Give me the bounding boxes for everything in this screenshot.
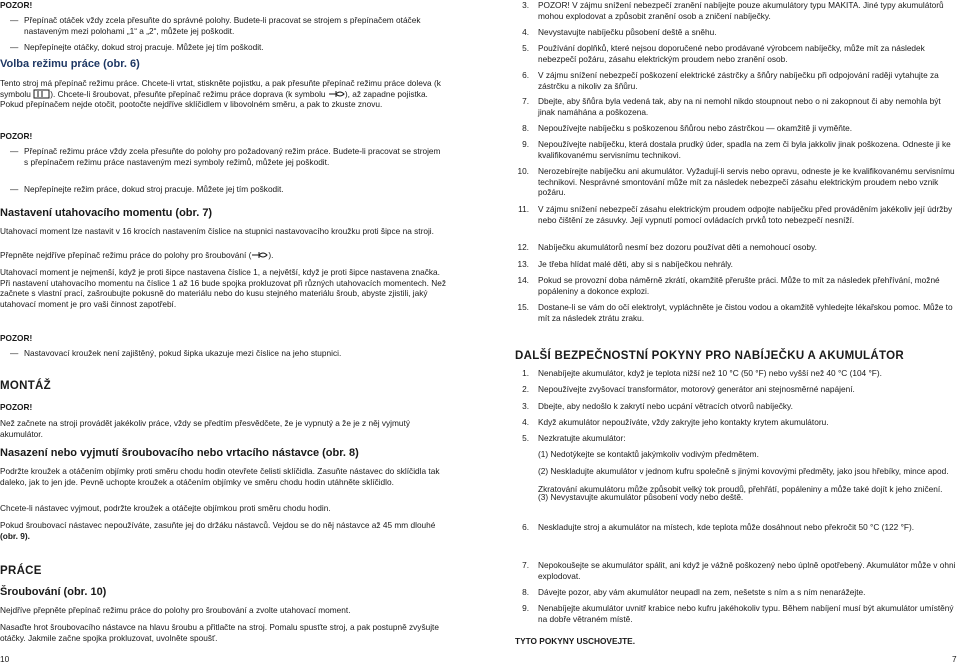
list-number: 4. (522, 27, 529, 37)
screw-mode-icon (251, 250, 268, 260)
section-heading-nasazeni: Nasazení nebo vyjmutí šroubovacího nebo vrtacího nástavce (obr. 8) (0, 447, 359, 459)
list-text: Je třeba hlídat malé děti, aby si s nabíječkou nehrály. (538, 259, 733, 269)
warning-text: Nepřepínejte režim práce, dokud stroj pracuje. Můžete jej tím poškodit. (24, 184, 284, 194)
warning-text: Přepínač režimu práce vždy zcela přesuňte do polohy pro požadovaný režim práce. Budete-li pracovat se strojem s přepínačem režimu práce nastaveným mezi symboly režimů, můžete jej poškodit. (24, 146, 441, 167)
paragraph: Chcete-li nástavec vyjmout, podržte kroužek a otáčejte objímkou proti směru chodu hodin. (0, 503, 331, 513)
dash-bullet: — (10, 15, 19, 25)
paragraph-volba (0, 78, 450, 110)
screw-mode-icon (328, 89, 345, 99)
list-number: 9. (522, 139, 529, 149)
warning-label: POZOR! (0, 131, 33, 141)
list-number: 2. (522, 384, 529, 394)
section-heading-moment: Nastavení utahovacího momentu (obr. 7) (0, 207, 213, 219)
text-span: Tento stroj má přepínač režimu práce. Chcete-li vrtat, stiskněte pojistku, a pak přesuňte přepínač režimu práce doleva (k symbolu (0, 78, 441, 99)
text-span: Přepněte nejdříve přepínač režimu práce do polohy pro šroubování ( (0, 250, 252, 260)
page-number-right: 7 (952, 654, 957, 664)
text-span: ), až zapadne pojistka. Pokud přepínačem nejde otočit, pootočte nejdříve sklíčidlem v libovolném směru, a pak to zkuste znovu. (0, 88, 428, 110)
list-text: POZOR! V zájmu snížení nebezpečí zranění nabíjejte pouze akumulátory typu MAKITA. Jiné typy akumulátorů mohou explodovat a způsobit zranění osob a zničení nabíječky. (538, 0, 944, 21)
list-number: 6. (522, 522, 529, 532)
warning-label: POZOR! (0, 0, 33, 10)
sub-list-item: (1) Nedotýkejte se kontaktů jakýmkoliv vodivým předmětem. (538, 449, 759, 459)
list-text: Nezkratujte akumulátor: (538, 433, 626, 443)
list-number: 4. (522, 417, 529, 427)
list-number: 3. (522, 401, 529, 411)
list-number: 10. (517, 166, 529, 176)
dash-bullet: — (10, 184, 19, 194)
paragraph: Utahovací moment lze nastavit v 16 krocích nastavením číslice na stupnici nastavovacího kroužku proti šipce na stroji. (0, 226, 434, 236)
list-text: Nevystavujte nabíječku působení deště a sněhu. (538, 27, 717, 37)
paragraph: Podržte kroužek a otáčením objímky proti směru chodu hodin otevřete čelisti sklíčidla. Zasuňte nástavec do sklíčidla tak daleko, jak to jen jde. Pevně uchopte kroužek a otáčením objímky ve směru chodu hodin utáhněte sklíčidlo. (0, 466, 440, 487)
list-number: 5. (522, 43, 529, 53)
paragraph (0, 250, 450, 261)
list-number: 15. (517, 302, 529, 312)
list-number: 7. (522, 96, 529, 106)
list-number: 3. (522, 0, 529, 10)
list-number: 7. (522, 560, 529, 570)
text-span: ). (268, 250, 274, 260)
paragraph (0, 520, 450, 541)
list-text: Dbejte, aby šňůra byla vedená tak, aby na ni nemohl nikdo stoupnout nebo o ni zakopnout či aby nemohla být jinak namáhána a poškozena. (538, 96, 941, 117)
list-text: Nenabíjejte akumulátor, když je teplota nižší než 10 °C (50 °F) nebo vyšší než 40 °C (104 °F). (538, 368, 882, 378)
list-text: Dávejte pozor, aby vám akumulátor neupadl na zem, nešetste s ním a s ním nenarážejte. (538, 587, 866, 597)
text-span: Pokud šroubovací nástavec nepoužíváte, zasuňte jej do držáku nástavců. Vejdou se do něj nástavce až 45 mm dlouhé (0, 520, 436, 530)
section-heading-sroubovani: Šroubování (obr. 10) (0, 586, 107, 598)
keep-instructions: TYTO POKYNY USCHOVEJTE. (515, 636, 636, 646)
list-number: 8. (522, 587, 529, 597)
list-text: Dostane-li se vám do očí elektrolyt, vypláchněte je čistou vodou a okamžitě vyhledejte lékařskou pomoc. Může to mít za následek ztrátu zraku. (538, 302, 953, 323)
list-number: 14. (517, 275, 529, 285)
paragraph: Zkratování akumulátoru může způsobit velký tok proudů, přehřátí, popáleniny a může také dojít k jeho zničení. (538, 484, 943, 494)
list-text: Pokud se provozní doba náměrně zkrátí, okamžitě přerušte práci. Může to mít za následek přehřívání, možné popáleniny a dokonce explozi. (538, 275, 940, 296)
sub-list-item: (3) Nevystavujte akumulátor působení vody nebo deště. (538, 492, 744, 502)
text-span: ). Chcete-li šroubovat, přesuňte přepínač režimu práce doprava (k symbolu (50, 88, 326, 99)
warning-text: Přepínač otáček vždy zcela přesuňte do správné polohy. Budete-li pracovat se strojem s přepínačem otáček nastaveným mezi polohami „1“ a „2“, můžete jej poškodit. (24, 15, 421, 36)
dash-bullet: — (10, 146, 19, 156)
list-number: 1. (522, 368, 529, 378)
paragraph: Než začnete na stroji provádět jakékoliv práce, vždy se předtím přesvědčete, že je vypnutý a že je z něj vyjmutý akumulátor. (0, 418, 410, 439)
figure-ref: (obr. 9). (0, 530, 30, 541)
warning-text: Nepřepínejte otáčky, dokud stroj pracuje. Můžete jej tím poškodit. (24, 42, 264, 52)
paragraph: Nasaďte hrot šroubovacího nástavce na hlavu šroubu a přitlačte na stroj. Pomalu spusťte stroj, a pak postupně zvyšujte otáčky. Jakmile začne spojka prokluzovat, uvolněte spoušť. (0, 622, 439, 643)
list-text: Používání doplňků, které nejsou doporučené nebo prodávané výrobcem nabíječky, může mít za následek nebezpečí požáru, zásahu elektrickým proudem nebo zranění osob. (538, 43, 925, 64)
list-text: Neskladujte stroj a akumulátor na místech, kde teplota může dosáhnout nebo překročit 50 °C (122 °F). (538, 522, 915, 532)
drill-mode-icon (33, 89, 50, 99)
list-text: V zájmu snížení nebezpečí zásahu elektrickým proudem odpojte nabíječku před prováděním jakékoliv její údržby nebo čištění ze zásuvky. Její vypnutí pomocí ovládacích prvků toto nebezpečí nesníží. (538, 204, 953, 225)
dash-bullet: — (10, 42, 19, 52)
warning-text: Nastavovací kroužek není zajištěný, pokud šipka ukazuje mezi číslice na jeho stupnici. (24, 348, 342, 358)
list-number: 8. (522, 123, 529, 133)
list-text: Nepoužívejte nabíječku s poškozenou šňůrou nebo zástrčkou — okamžitě ji vyměňte. (538, 123, 853, 133)
paragraph: Utahovací moment je nejmenší, když je proti šipce nastavena číslice 1, a největší, když je proti šipce nastavena značka. Při nastavení utahovacího momentu na číslice 1 až 16 bude spojka prokluzovat při různých utahovacích momentech. Než začnete s vlastní prací, zašroubujte pokusně do materiálu nebo do kusu stejného materiálu šroub, abyste zjistili, jaký utahovací moment je pro vaši činnost zapotřebí. (0, 267, 446, 309)
section-title-prace: PRÁCE (0, 565, 42, 577)
list-text: Nerozebírejte nabíječku ani akumulátor. Vyžadují-li servis nebo opravu, odneste je ke kvalifikovanému servisnímu technikovi. Nesprávné smontování může mít za následek nebezpečí zásahu elektrickým proudem nebo vznik požáru. (538, 166, 955, 198)
paragraph: Nejdříve přepněte přepínač režimu práce do polohy pro šroubování a zvolte utahovací moment. (0, 605, 351, 615)
warning-label: POZOR! (0, 402, 33, 412)
list-number: 11. (518, 204, 529, 214)
list-number: 5. (522, 433, 529, 443)
warning-label: POZOR! (0, 333, 33, 343)
list-text: Nabíječku akumulátorů nesmí bez dozoru používat děti a nemohoucí osoby. (538, 242, 817, 252)
list-number: 6. (522, 70, 529, 80)
list-text: V zájmu snížení nebezpečí poškození elektrické zástrčky a šňůry nabíječku při odpojování raději vytahujte za zástrčku a nikoliv za šňůru. (538, 70, 939, 91)
list-text: Nepokoušejte se akumulátor spálit, ani když je vážně poškozený nebo úplně opotřebený. Akumulátor může v ohni explodovat. (538, 560, 956, 581)
section-heading-volba: Volba režimu práce (obr. 6) (0, 58, 140, 70)
list-text: Nepoužívejte nabíječku, která dostala prudký úder, spadla na zem či byla jakkoliv jinak poškozena. Odneste ji ke kvalifikovanému servisnímu technikovi. (538, 139, 951, 160)
dash-bullet: — (10, 348, 19, 358)
list-text: Dbejte, aby nedošlo k zakrytí nebo ucpání větracích otvorů nabíječky. (538, 401, 793, 411)
list-text: Když akumulátor nepoužíváte, vždy zakryjte jeho kontakty krytem akumulátoru. (538, 417, 829, 427)
list-number: 12. (517, 242, 529, 252)
list-text: Nepoužívejte zvyšovací transformátor, motorový generátor ani stejnosměrné napájení. (538, 384, 855, 394)
section-title-dalsi: DALŠÍ BEZPEČNOSTNÍ POKYNY PRO NABÍJEČKU A AKUMULÁTOR (515, 350, 904, 362)
list-number: 13. (517, 259, 529, 269)
list-number: 9. (522, 603, 529, 613)
sub-list-item: (2) Neskladujte akumulátor v jednom kufru společně s jinými kovovými předměty, jako jsou hřebíky, mince apod. (538, 466, 949, 476)
page-number-left: 10 (0, 654, 10, 664)
list-text: Nenabíjejte akumulátor uvnitř krabice nebo kufru jakéhokoliv typu. Během nabíjení musí být akumulátor umístěný na dobře větraném místě. (538, 603, 954, 624)
section-title-montaz: MONTÁŽ (0, 380, 51, 392)
